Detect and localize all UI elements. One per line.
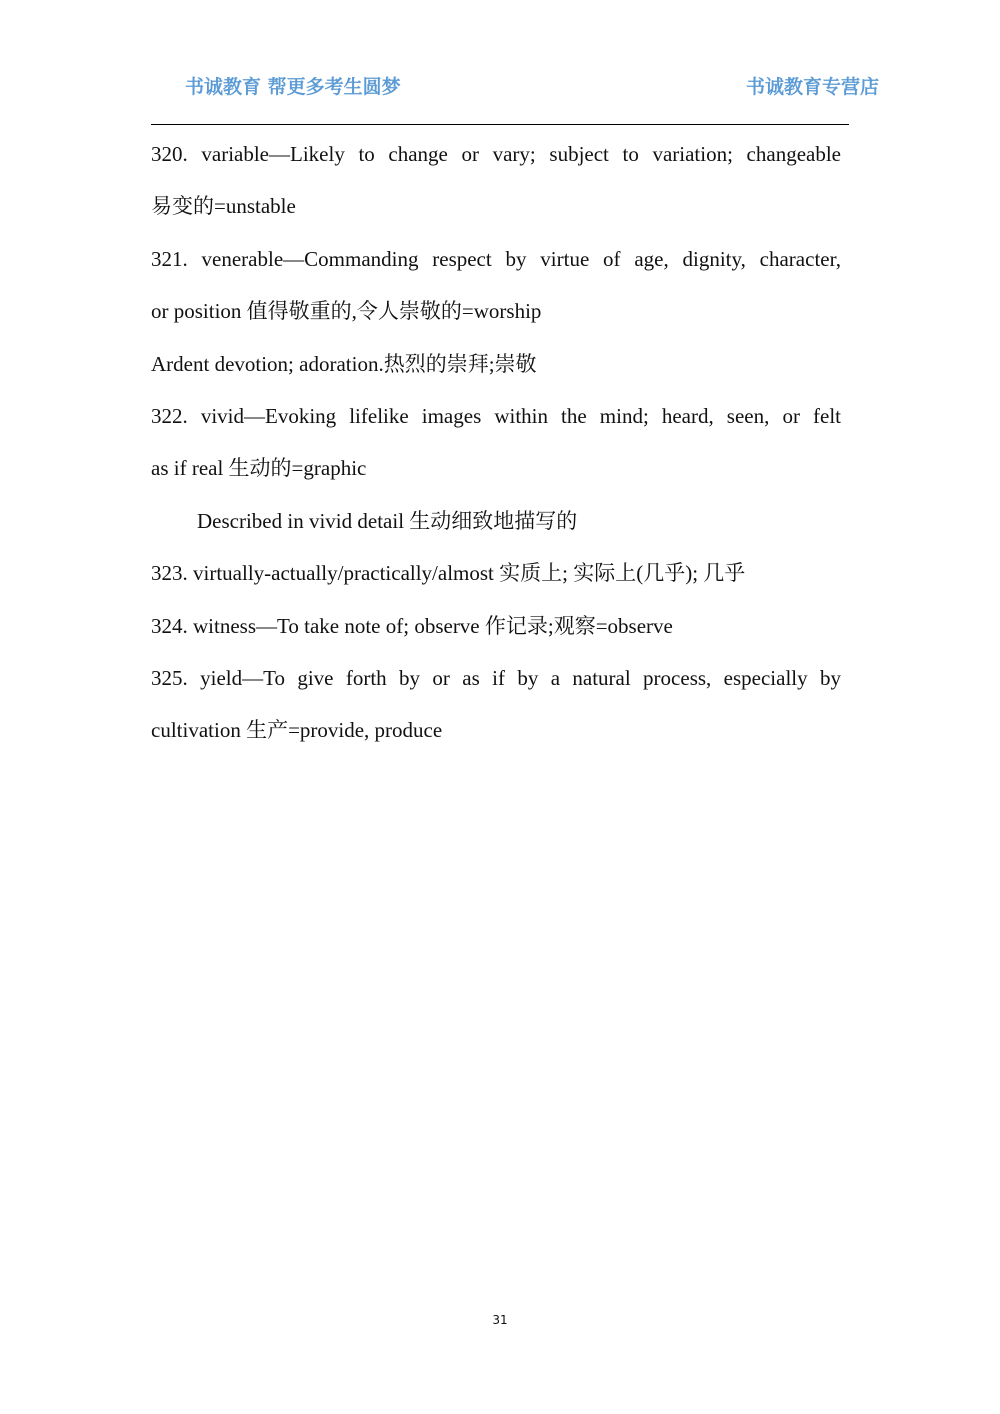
entry-324-line-1: 324. witness—To take note of; observe 作记录;观察=observe — [151, 613, 673, 638]
entry-322-line-1: 322. vivid—Evoking lifelike images within the mind; heard, seen, or felt — [151, 403, 841, 428]
entry-321-line-1: 321. venerable—Commanding respect by virtue of age, dignity, character, — [151, 246, 841, 271]
page-number: 31 — [492, 1313, 508, 1327]
entry-321-line-2: or position 值得敬重的,令人崇敬的=worship — [151, 299, 542, 324]
page-content — [151, 138, 841, 767]
entry-322-line-3: Described in vivid detail 生动细致地描写的 — [197, 508, 578, 533]
header-left-text: 书诚教育 帮更多考生圆梦 — [185, 76, 401, 98]
header-divider — [151, 124, 849, 125]
entry-325-line-2: cultivation 生产=provide, produce — [151, 718, 443, 743]
header-right-text: 书诚教育专营店 — [745, 76, 879, 98]
entry-322-line-2: as if real 生动的=graphic — [151, 456, 367, 481]
entry-325-line-1: 325. yield—To give forth by or as if by a natural process, especially by — [151, 665, 841, 690]
entry-321-line-3: Ardent devotion; adoration.热烈的崇拜;崇敬 — [151, 351, 537, 376]
entry-320-line-1: 320. variable—Likely to change or vary; subject to variation; changeable — [151, 142, 841, 166]
entry-320-line-2: 易变的=unstable — [151, 194, 296, 219]
entry-323-line-1: 323. virtually-actually/practically/almost 实质上; 实际上(几乎); 几乎 — [151, 561, 746, 586]
